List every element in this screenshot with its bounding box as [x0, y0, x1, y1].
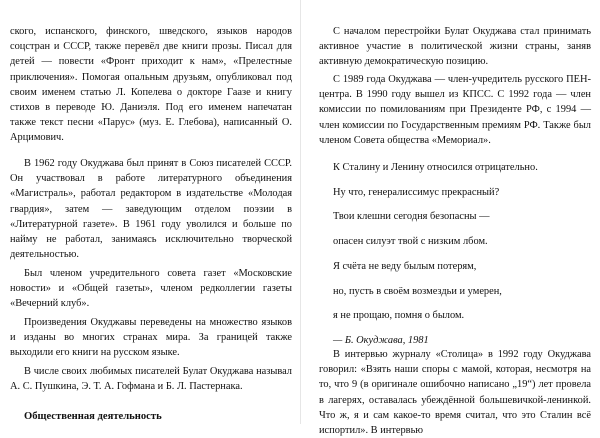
left-paragraph-3: Был членом учредительного совета газет «Московские новости» и «Общей газеты», членом редколлегии газеты «Вечерний клуб».	[10, 268, 292, 310]
left-paragraph-1: ского, испанского, финского, шведского, языков народов соцстран и СССР, также перевёл две книги прозы. Писал для детей — повести «Фронт приходит к нам», «Прелестные приключения». Помогая опальным друзьям, опубликовал под своим именем статью Л. Копелева о докторе Гаазе и книгу стихов в переводе Ю. Даниэля. Под его именем напечатан также текст песни «Парус» (муз. Е. Глебова), написанный О. Арцимович.	[10, 26, 292, 144]
gutter-divider	[300, 0, 301, 424]
left-paragraph-4: Произведения Окуджавы переведены на множество языков и изданы во многих странах мира. За границей также выходили его книги на русском языке.	[10, 317, 292, 359]
poem-intro: К Сталину и Ленину относился отрицательно.	[333, 162, 538, 173]
right-paragraph-2: С 1989 года Окуджава — член-учредитель русского ПЕН-центра. В 1990 году вышел из КПСС. С 1992 года — член комиссии по помилованиям при Президенте РФ, с 1994 — член комиссии по Государственным премиям РФ. Также был членом Совета общества «Мемориал».	[319, 74, 591, 146]
poem-line: Я счёта не веду былым потерям,	[333, 260, 477, 272]
poem-line: я не прощаю, помня о былом.	[333, 310, 465, 322]
left-page	[10, 0, 292, 424]
poem-line: опасен силуэт твой с низким лбом.	[333, 236, 488, 248]
right-paragraph-3: В интервью журналу «Столица» в 1992 году Окуджава говорил: «Взять наши споры с мамой, которая, несмотря на то, что 9 (в оригинале ошибочно написано „19“) лет провела в лагерях, оставалась убеждённой большевичкой-ленинкой. Что ж, я и сам какое-то время считал, что это Сталин всё испортил». В интервью	[319, 349, 591, 437]
section-heading: Общественная деятельность	[24, 411, 162, 422]
poem-block	[319, 160, 591, 348]
poem-line: Твои клешни сегодня безопасны —	[333, 211, 490, 223]
poem-line: Ну что, генералиссимус прекрасный?	[333, 186, 500, 198]
left-paragraph-5: В числе своих любимых писателей Булат Окуджава называл А. С. Пушкина, Э. Т. А. Гофмана и Б. Л. Пастернака.	[10, 366, 292, 393]
poem-signature: — Б. Окуджава, 1981	[333, 334, 429, 346]
right-page	[319, 0, 591, 437]
left-paragraph-2: В 1962 году Окуджава был принят в Союз писателей СССР. Он участвовал в работе литературного объединения «Магистраль», работал редактором в издательстве «Молодая гвардия», затем — заведующим отделом поэзии в «Литературной газете». В 1961 году уволился и больше по найму не работал, занимаясь исключительно творческой деятельностью.	[10, 158, 292, 261]
right-paragraph-1: С началом перестройки Булат Окуджава стал принимать активное участие в политической жизни страны, заняв активную демократическую позицию.	[319, 26, 591, 68]
poem-line: но, пусть в своём возмездьи и умерен,	[333, 285, 502, 297]
